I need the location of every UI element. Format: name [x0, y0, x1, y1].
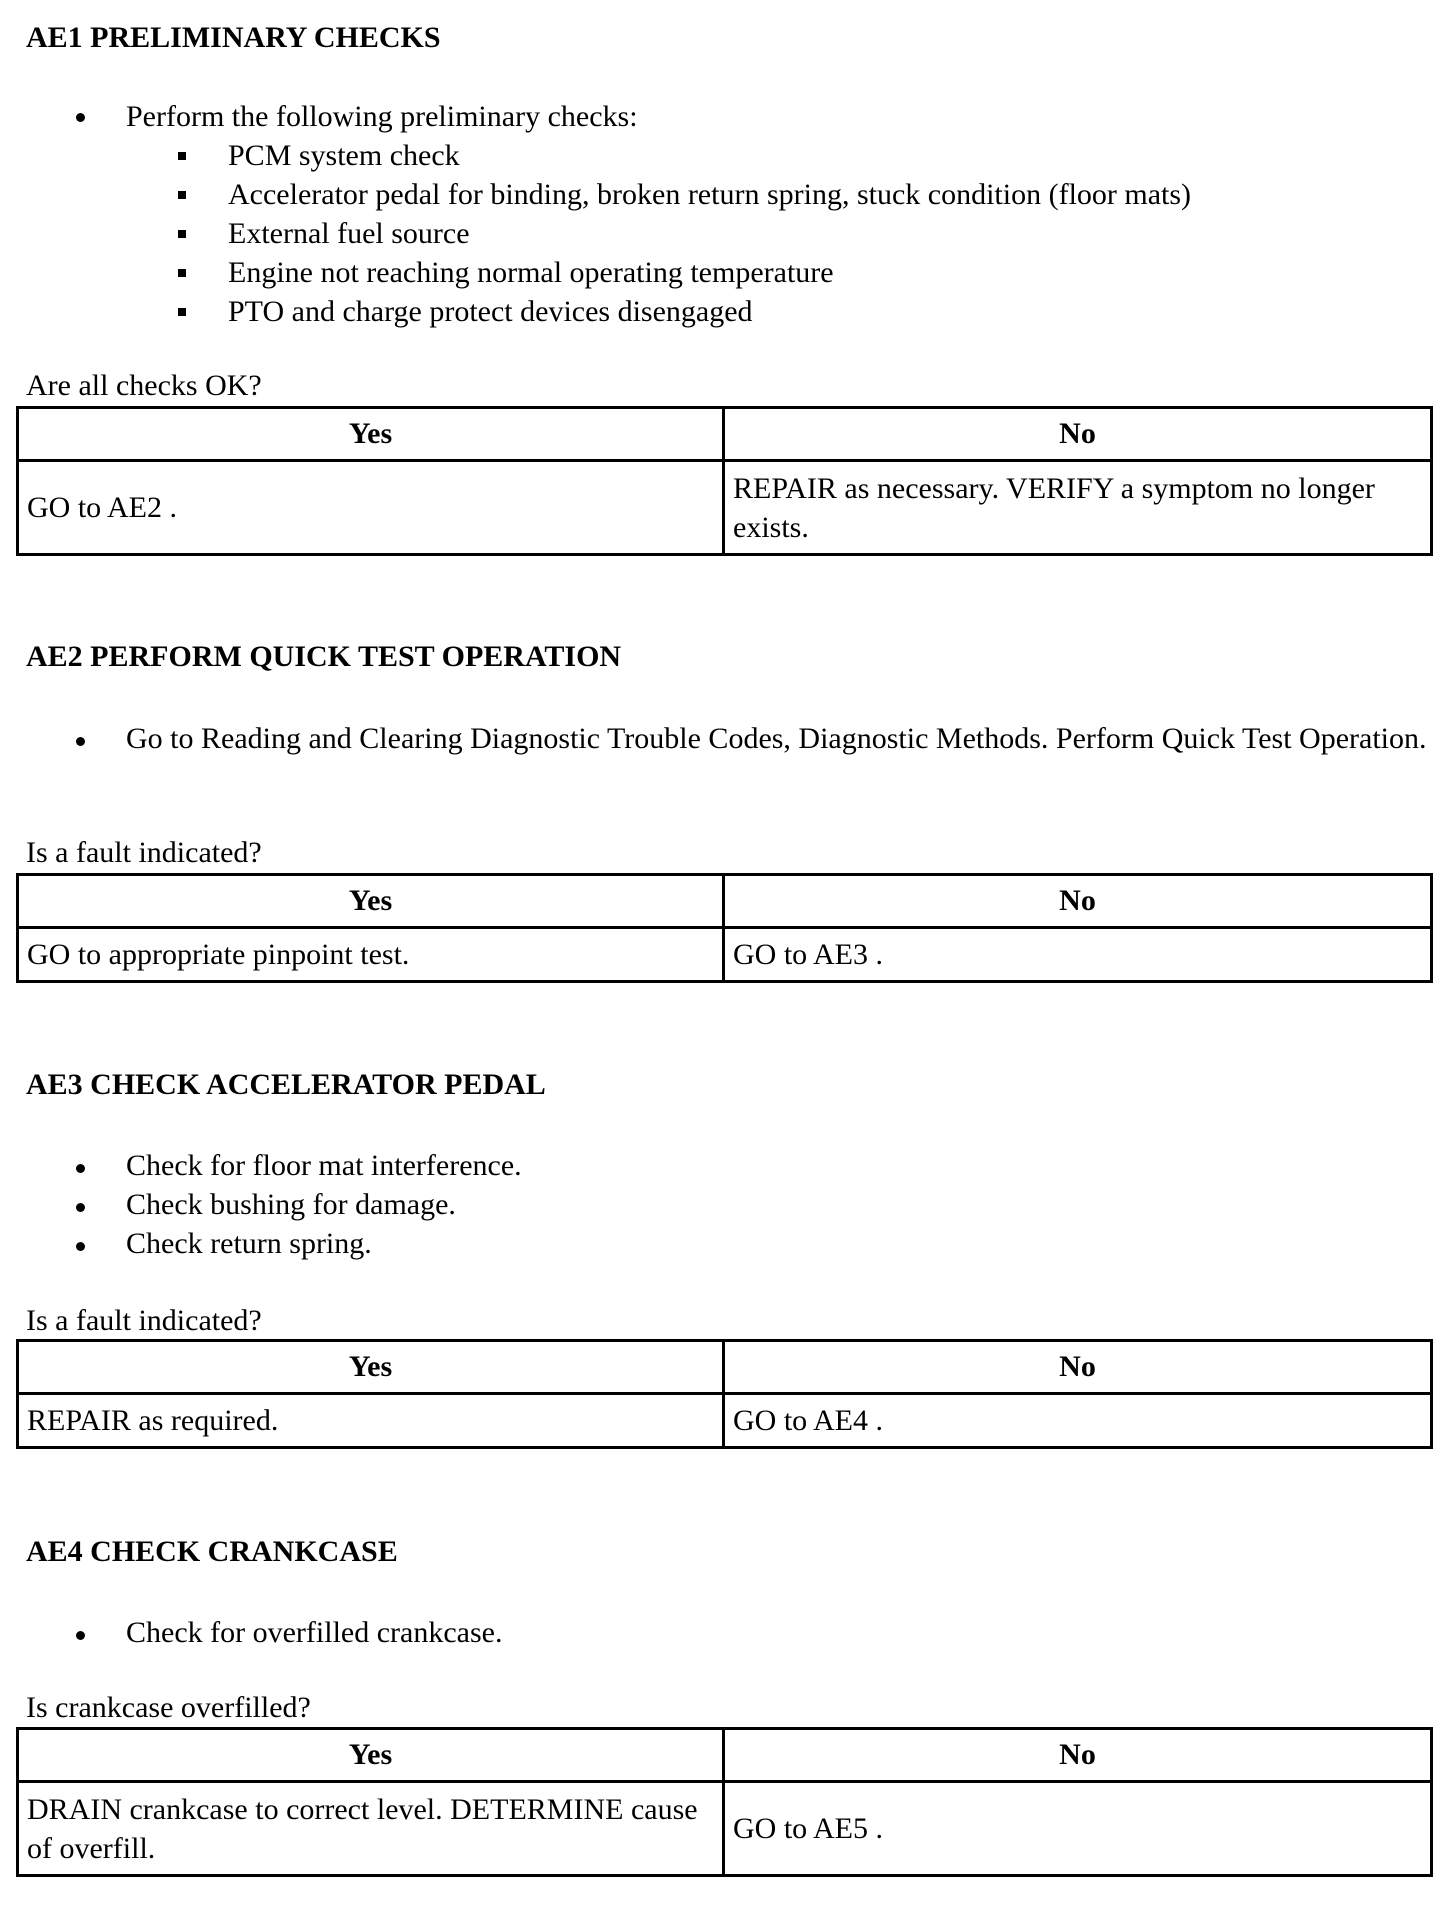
yes-cell: GO to AE2 . [18, 461, 724, 555]
yes-cell: GO to appropriate pinpoint test. [18, 928, 724, 982]
bullet-text: Perform the following preliminary checks: [126, 100, 638, 133]
square-bullet-icon [178, 191, 186, 199]
yes-header: Yes [18, 408, 724, 461]
yes-header: Yes [18, 1341, 724, 1394]
question-text: Is a fault indicated? [26, 836, 262, 869]
section-heading-ae3: AE3 CHECK ACCELERATOR PEDAL [26, 1068, 546, 1101]
decision-table-ae4 [16, 1727, 1433, 1877]
bullet-icon [76, 737, 85, 746]
no-header: No [724, 1341, 1432, 1394]
yes-header: Yes [18, 875, 724, 928]
yes-cell: REPAIR as required. [18, 1394, 724, 1448]
bullet-text: Check return spring. [126, 1227, 372, 1260]
no-cell: GO to AE3 . [724, 928, 1432, 982]
question-text: Is crankcase overfilled? [26, 1691, 311, 1724]
no-cell: GO to AE5 . [724, 1782, 1432, 1876]
no-cell: GO to AE4 . [724, 1394, 1432, 1448]
square-bullet-icon [178, 308, 186, 316]
bullet-icon [76, 1164, 85, 1173]
question-text: Is a fault indicated? [26, 1304, 262, 1337]
bullet-icon [76, 1203, 85, 1212]
bullet-icon [76, 1631, 85, 1640]
no-cell: REPAIR as necessary. VERIFY a symptom no longer exists. [724, 461, 1432, 555]
no-header: No [724, 1729, 1432, 1782]
no-header: No [724, 408, 1432, 461]
question-text: Are all checks OK? [26, 369, 262, 402]
subbullet-text: Accelerator pedal for binding, broken return spring, stuck condition (floor mats) [228, 178, 1192, 211]
no-header: No [724, 875, 1432, 928]
decision-table-ae3 [16, 1339, 1433, 1449]
subbullet-text: Engine not reaching normal operating temperature [228, 256, 834, 289]
bullet-icon [76, 1242, 85, 1251]
subbullet-text: PCM system check [228, 139, 460, 172]
subbullet-text: External fuel source [228, 217, 470, 250]
square-bullet-icon [178, 269, 186, 277]
decision-table-ae2 [16, 873, 1433, 983]
bullet-text: Go to Reading and Clearing Diagnostic Trouble Codes, Diagnostic Methods. Perform Quick Test Operation. [126, 722, 1427, 755]
yes-cell: DRAIN crankcase to correct level. DETERMINE cause of overfill. [18, 1782, 724, 1876]
section-heading-ae1: AE1 PRELIMINARY CHECKS [26, 21, 441, 54]
bullet-icon [76, 113, 85, 122]
decision-table-ae1 [16, 406, 1433, 556]
bullet-text: Check bushing for damage. [126, 1188, 456, 1221]
square-bullet-icon [178, 230, 186, 238]
bullet-text: Check for overfilled crankcase. [126, 1616, 503, 1649]
section-heading-ae4: AE4 CHECK CRANKCASE [26, 1535, 398, 1568]
subbullet-text: PTO and charge protect devices disengaged [228, 295, 753, 328]
bullet-text: Check for floor mat interference. [126, 1149, 522, 1182]
square-bullet-icon [178, 152, 186, 160]
yes-header: Yes [18, 1729, 724, 1782]
section-heading-ae2: AE2 PERFORM QUICK TEST OPERATION [26, 640, 622, 673]
